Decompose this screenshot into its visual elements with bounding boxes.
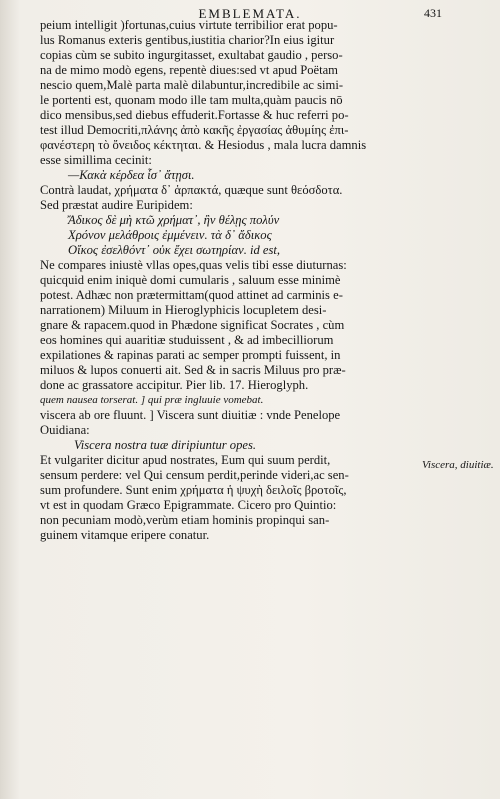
text-line: sum profundere. Sunt enim χρήματα ἡ ψυχὴ δειλοῖς βροτοῖς,	[40, 483, 347, 497]
text-line: done ac grassatore accipitur. Pier lib. 17. Hieroglyph.	[40, 378, 309, 392]
greek-verse-line: Οἴκος ἐσελθόντ᾽ οὐκ ἔχει σωτηρίαν. id est,	[68, 243, 281, 257]
text-line: Ouidiana:	[40, 423, 90, 437]
text-line: Contrà laudat, χρήματα δ᾽ ἁρπακτά, quæque sunt θεόσδοτα.	[40, 183, 343, 197]
text-line: vt est in quodam Græco Epigrammate. Cicero pro Quintio:	[40, 498, 337, 512]
text-line: gnare & rapacem.quod in Phædone significat Socrates , cùm	[40, 318, 345, 332]
text-line: miluos & lupos conuerti ait. Sed & in sacris Miluus pro præ-	[40, 363, 346, 377]
verse-line: Viscera nostra tuæ diripiuntur opes.	[74, 438, 257, 452]
main-text	[40, 18, 420, 543]
text-line: Ne compares iniustè vllas opes,quas velis tibi esse diuturnas:	[40, 258, 347, 272]
greek-verse-line: Χρόνον μελάθροις ἐμμένειν. τὰ δ᾽ ἄδικος	[68, 228, 272, 242]
text-line: expilationes & rapinas parati ac semper prompti fuissent, in	[40, 348, 341, 362]
text-line: eos homines qui auaritiæ studuissent , & ad imbecilliorum	[40, 333, 334, 347]
greek-verse-line: Ἄδικος δὲ μὴ κτῶ χρήματ᾽, ἢν θέλῃς πολύν	[68, 213, 280, 227]
text-line: nescio quem,Malè parta malè dilabuntur,incredibile ac simi-	[40, 78, 344, 92]
text-line: guinem vitamque eripere conatur.	[40, 528, 210, 542]
text-line: na de mimo modò egens, repentè diues:sed vt apud Poëtam	[40, 63, 338, 77]
text-line: potest. Adhæc non prætermittam(quod attinet ad carminis e-	[40, 288, 343, 302]
text-line: Sed præstat audire Euripidem:	[40, 198, 193, 212]
text-line: peium intelligit )fortunas,cuius virtute terribilior erat popu-	[40, 18, 338, 32]
text-line: le portenti est, quonam modo ille tam multa,quàm paucis nō	[40, 93, 343, 107]
lemma-line: viscera ab ore fluunt. ] Viscera sunt diuitiæ : vnde Penelope	[40, 408, 341, 422]
greek-quote-line: —Κακὰ κέρδεα ἶσ᾽ ἄτῃσι.	[68, 168, 195, 182]
text-line: test illud Democriti,πλάνης ἀπὸ κακῆς ἐργασίας ἀθυμίης ἐπι-	[40, 123, 349, 137]
text-line: copias cùm se subito ingurgitasset, exultabat gaudio , perso-	[40, 48, 343, 62]
text-line: Et vulgariter dicitur apud nostrates, Eum qui suum perdit,	[40, 453, 331, 467]
running-head: EMBLEMATA.	[198, 6, 302, 21]
text-line: dico mensibus,sed diebus effuderit.Fortasse & huc referri po-	[40, 108, 349, 122]
text-line: non pecuniam modò,verùm etiam hominis propinqui san-	[40, 513, 330, 527]
page-number: 431	[424, 6, 442, 20]
text-line: narrationem) Miluum in Hieroglyphicis locupletem desi-	[40, 303, 327, 317]
text-line: quicquid enim iniquè domi cumularis , saluum esse minimè	[40, 273, 341, 287]
margin-note: Viscera, diuitiæ.	[422, 459, 494, 471]
lemma-line: quem nausea torserat. ] qui præ ingluuie vomebat.	[40, 394, 264, 406]
text-line: sensum perdere: vel Qui censum perdit,perinde videri,ac sen-	[40, 468, 349, 482]
text-line: esse simillima cecinit:	[40, 153, 152, 167]
text-line: lus Romanus exteris gentibus,iustitia charior?In eius igitur	[40, 33, 335, 47]
text-line: φανέστερη τὸ ὄνειδος κέκτηται. & Hesiodus , mala lucra damnis	[40, 138, 367, 152]
